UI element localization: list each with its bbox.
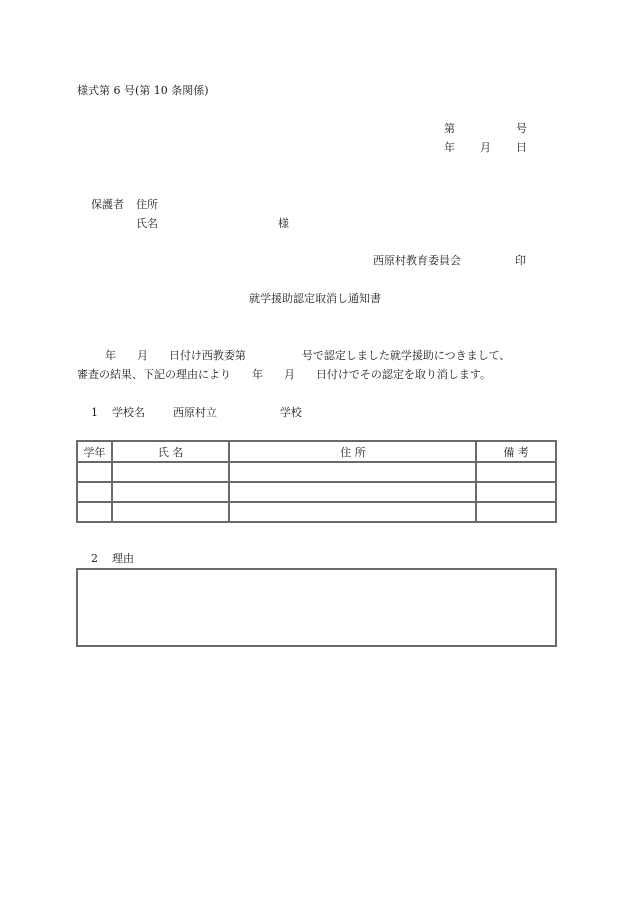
guardian-label: 保護者: [91, 198, 124, 211]
table-cell: [229, 462, 476, 482]
table-row: [77, 482, 556, 502]
table-row: [77, 462, 556, 482]
honorific-label: 様: [278, 217, 289, 230]
section-reason: 2 理由: [91, 552, 134, 565]
reason-box: [76, 568, 557, 647]
column-header-remarks: 備 考: [476, 441, 556, 462]
issuer-name: 西原村教育委員会: [373, 254, 461, 267]
student-table: [76, 440, 557, 523]
table-cell: [476, 482, 556, 502]
document-number-suffix: 号: [516, 122, 527, 135]
column-header-name: 氏 名: [112, 441, 230, 462]
document-title: 就学援助認定取消し通知書: [249, 292, 381, 305]
column-header-grade: 学年: [77, 441, 112, 462]
date-year-label: 年: [444, 141, 455, 154]
table-cell: [77, 482, 112, 502]
form-number: 様式第 6 号(第 10 条関係): [77, 84, 209, 97]
table-cell: [112, 462, 230, 482]
table-cell: [112, 502, 230, 522]
notice-body: 年 月 日付け西教委第 号で認定しました就学援助につきまして、 審査の結果、下記の理由により 年 月 日付けでその認定を取り消します。: [77, 349, 511, 381]
table-cell: [476, 462, 556, 482]
table-row: [77, 502, 556, 522]
date-month-label: 月: [480, 141, 491, 154]
date-day-label: 日: [516, 141, 527, 154]
table-cell: [77, 462, 112, 482]
name-label: 氏名: [136, 217, 158, 230]
table-header-row: [77, 441, 556, 462]
table-cell: [77, 502, 112, 522]
document-number-prefix: 第: [444, 122, 455, 135]
table-cell: [476, 502, 556, 522]
table-cell: [229, 502, 476, 522]
address-label: 住所: [136, 198, 158, 211]
column-header-address: 住 所: [229, 441, 476, 462]
seal-mark: 印: [515, 254, 526, 267]
table-cell: [112, 482, 230, 502]
section-school-name: 1 学校名 西原村立 学校: [91, 406, 302, 419]
table-cell: [229, 482, 476, 502]
